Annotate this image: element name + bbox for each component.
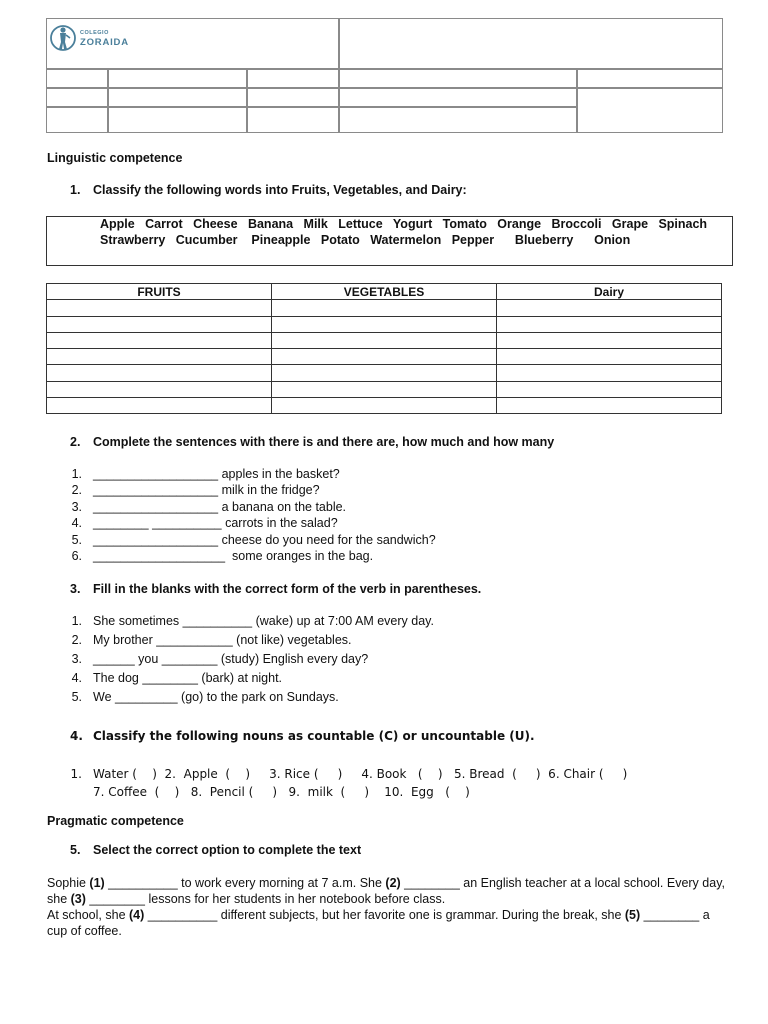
table-cell[interactable]	[497, 316, 722, 332]
header-divider	[46, 106, 577, 108]
word-bank-line-2: Strawberry Cucumber Pineapple Potato Watermelon Pepper Blueberry Onion	[100, 233, 631, 247]
question-3-item: We _________ (go) to the park on Sundays.	[93, 690, 339, 704]
table-cell[interactable]	[272, 316, 497, 332]
logo-text-big: ZORAIDA	[80, 37, 129, 48]
blank-number: (3)	[70, 892, 86, 906]
word-bank-line-1: Apple Carrot Cheese Banana Milk Lettuce Yogurt Tomato Orange Broccoli Grape Spinach	[100, 217, 708, 231]
table-row	[47, 349, 722, 365]
logo-text-small: COLEGIO	[80, 30, 109, 36]
item-number: 2.	[71, 483, 82, 497]
text-paragraph-2	[47, 907, 727, 939]
blank-number: (5)	[624, 908, 641, 922]
table-cell[interactable]	[47, 300, 272, 316]
table-row	[47, 365, 722, 381]
question-number: 4.	[70, 729, 83, 743]
column-header-vegetables: VEGETABLES	[272, 284, 497, 300]
table-cell[interactable]	[47, 349, 272, 365]
table-row	[47, 316, 722, 332]
table-cell[interactable]	[272, 300, 497, 316]
question-3-item: The dog ________ (bark) at night.	[93, 671, 283, 685]
paragraph-segment: At school, she	[47, 908, 129, 922]
table-row	[47, 381, 722, 397]
question-number: 1.	[70, 183, 81, 197]
table-cell[interactable]	[497, 332, 722, 348]
table-cell[interactable]	[47, 316, 272, 332]
table-cell[interactable]	[497, 381, 722, 397]
item-number: 4.	[71, 671, 82, 685]
paragraph-segment: ________ an English teacher at a local school. Every day, she	[47, 876, 725, 906]
item-number: 6.	[71, 549, 82, 563]
section-title-pragmatic: Pragmatic competence	[47, 814, 184, 828]
section-title-linguistic: Linguistic competence	[47, 151, 183, 165]
header-divider	[107, 68, 109, 133]
question-number: 5.	[70, 843, 81, 857]
table-cell[interactable]	[272, 365, 497, 381]
school-logo	[50, 22, 129, 54]
table-cell[interactable]	[47, 398, 272, 414]
paragraph-segment: __________ different subjects, but her favorite one is grammar. During the break, she	[144, 908, 625, 922]
table-cell[interactable]	[497, 300, 722, 316]
table-cell[interactable]	[272, 381, 497, 397]
item-number: 3.	[71, 500, 82, 514]
column-header-dairy: Dairy	[497, 284, 722, 300]
item-number: 1.	[71, 467, 82, 481]
table-cell[interactable]	[497, 398, 722, 414]
column-header-fruits: FRUITS	[47, 284, 272, 300]
paragraph-segment: ________ a cup of coffee.	[47, 908, 710, 938]
question-2-item: ________ __________ carrots in the salad?	[93, 516, 338, 530]
table-row	[47, 398, 722, 414]
question-5-text: Select the correct option to complete the text	[93, 843, 362, 857]
question-2-item: __________________ a banana on the table.	[93, 500, 347, 514]
table-cell[interactable]	[497, 349, 722, 365]
table-cell[interactable]	[497, 365, 722, 381]
table-cell[interactable]	[47, 332, 272, 348]
question-1-text: Classify the following words into Fruits, Vegetables, and Dairy:	[93, 183, 467, 197]
question-3-text: Fill in the blanks with the correct form of the verb in parentheses.	[93, 582, 482, 596]
header-divider	[46, 87, 723, 89]
header-table	[46, 18, 723, 133]
item-number: 5.	[71, 690, 82, 704]
question-2-item: ___________________ some oranges in the bag.	[93, 549, 374, 563]
header-divider	[338, 18, 340, 68]
table-cell[interactable]	[272, 349, 497, 365]
question-4-text: Classify the following nouns as countable (C) or uncountable (U).	[93, 729, 535, 743]
question-3-item: She sometimes __________ (wake) up at 7:00 AM every day.	[93, 614, 434, 628]
paragraph-segment: Sophie	[47, 876, 90, 890]
item-number: 1.	[70, 767, 82, 781]
blank-number: (4)	[129, 908, 145, 922]
item-number: 1.	[71, 614, 82, 628]
question-3-item: ______ you ________ (study) English every day?	[93, 652, 369, 666]
item-number: 3.	[71, 652, 82, 666]
question-2-text: Complete the sentences with there is and there are, how much and how many	[93, 435, 555, 449]
table-cell[interactable]	[47, 381, 272, 397]
table-row	[47, 300, 722, 316]
header-divider	[46, 68, 723, 70]
table-cell[interactable]	[272, 332, 497, 348]
table-cell[interactable]	[272, 398, 497, 414]
paragraph-segment: ________ lessons for her students in her notebook before class.	[85, 892, 446, 906]
item-number: 4.	[71, 516, 82, 530]
blank-number: (1)	[89, 876, 105, 890]
item-number: 5.	[71, 533, 82, 547]
table-cell[interactable]	[47, 365, 272, 381]
header-divider	[576, 68, 578, 133]
header-divider	[338, 68, 340, 133]
item-number: 2.	[71, 633, 82, 647]
question-3-item: My brother ___________ (not like) vegetables.	[93, 633, 352, 647]
header-divider	[246, 68, 248, 133]
text-paragraph-1	[47, 875, 727, 907]
question-2-item: __________________ apples in the basket?	[93, 467, 340, 481]
question-2-item: __________________ milk in the fridge?	[93, 483, 320, 497]
nouns-line-2: 7. Coffee ( ) 8. Pencil ( ) 9. milk ( ) 10. Egg ( )	[93, 785, 470, 799]
nouns-line-1: Water ( ) 2. Apple ( ) 3. Rice ( ) 4. Book ( ) 5. Bread ( ) 6. Chair ( )	[93, 767, 628, 781]
question-number: 2.	[70, 435, 81, 449]
blank-number: (2)	[385, 876, 401, 890]
table-row	[47, 332, 722, 348]
classification-table	[46, 283, 722, 414]
question-2-item: __________________ cheese do you need for the sandwich?	[93, 533, 436, 547]
paragraph-segment: __________ to work every morning at 7 a.m. She	[104, 876, 386, 890]
question-number: 3.	[70, 582, 81, 596]
school-logo-icon	[50, 22, 76, 54]
